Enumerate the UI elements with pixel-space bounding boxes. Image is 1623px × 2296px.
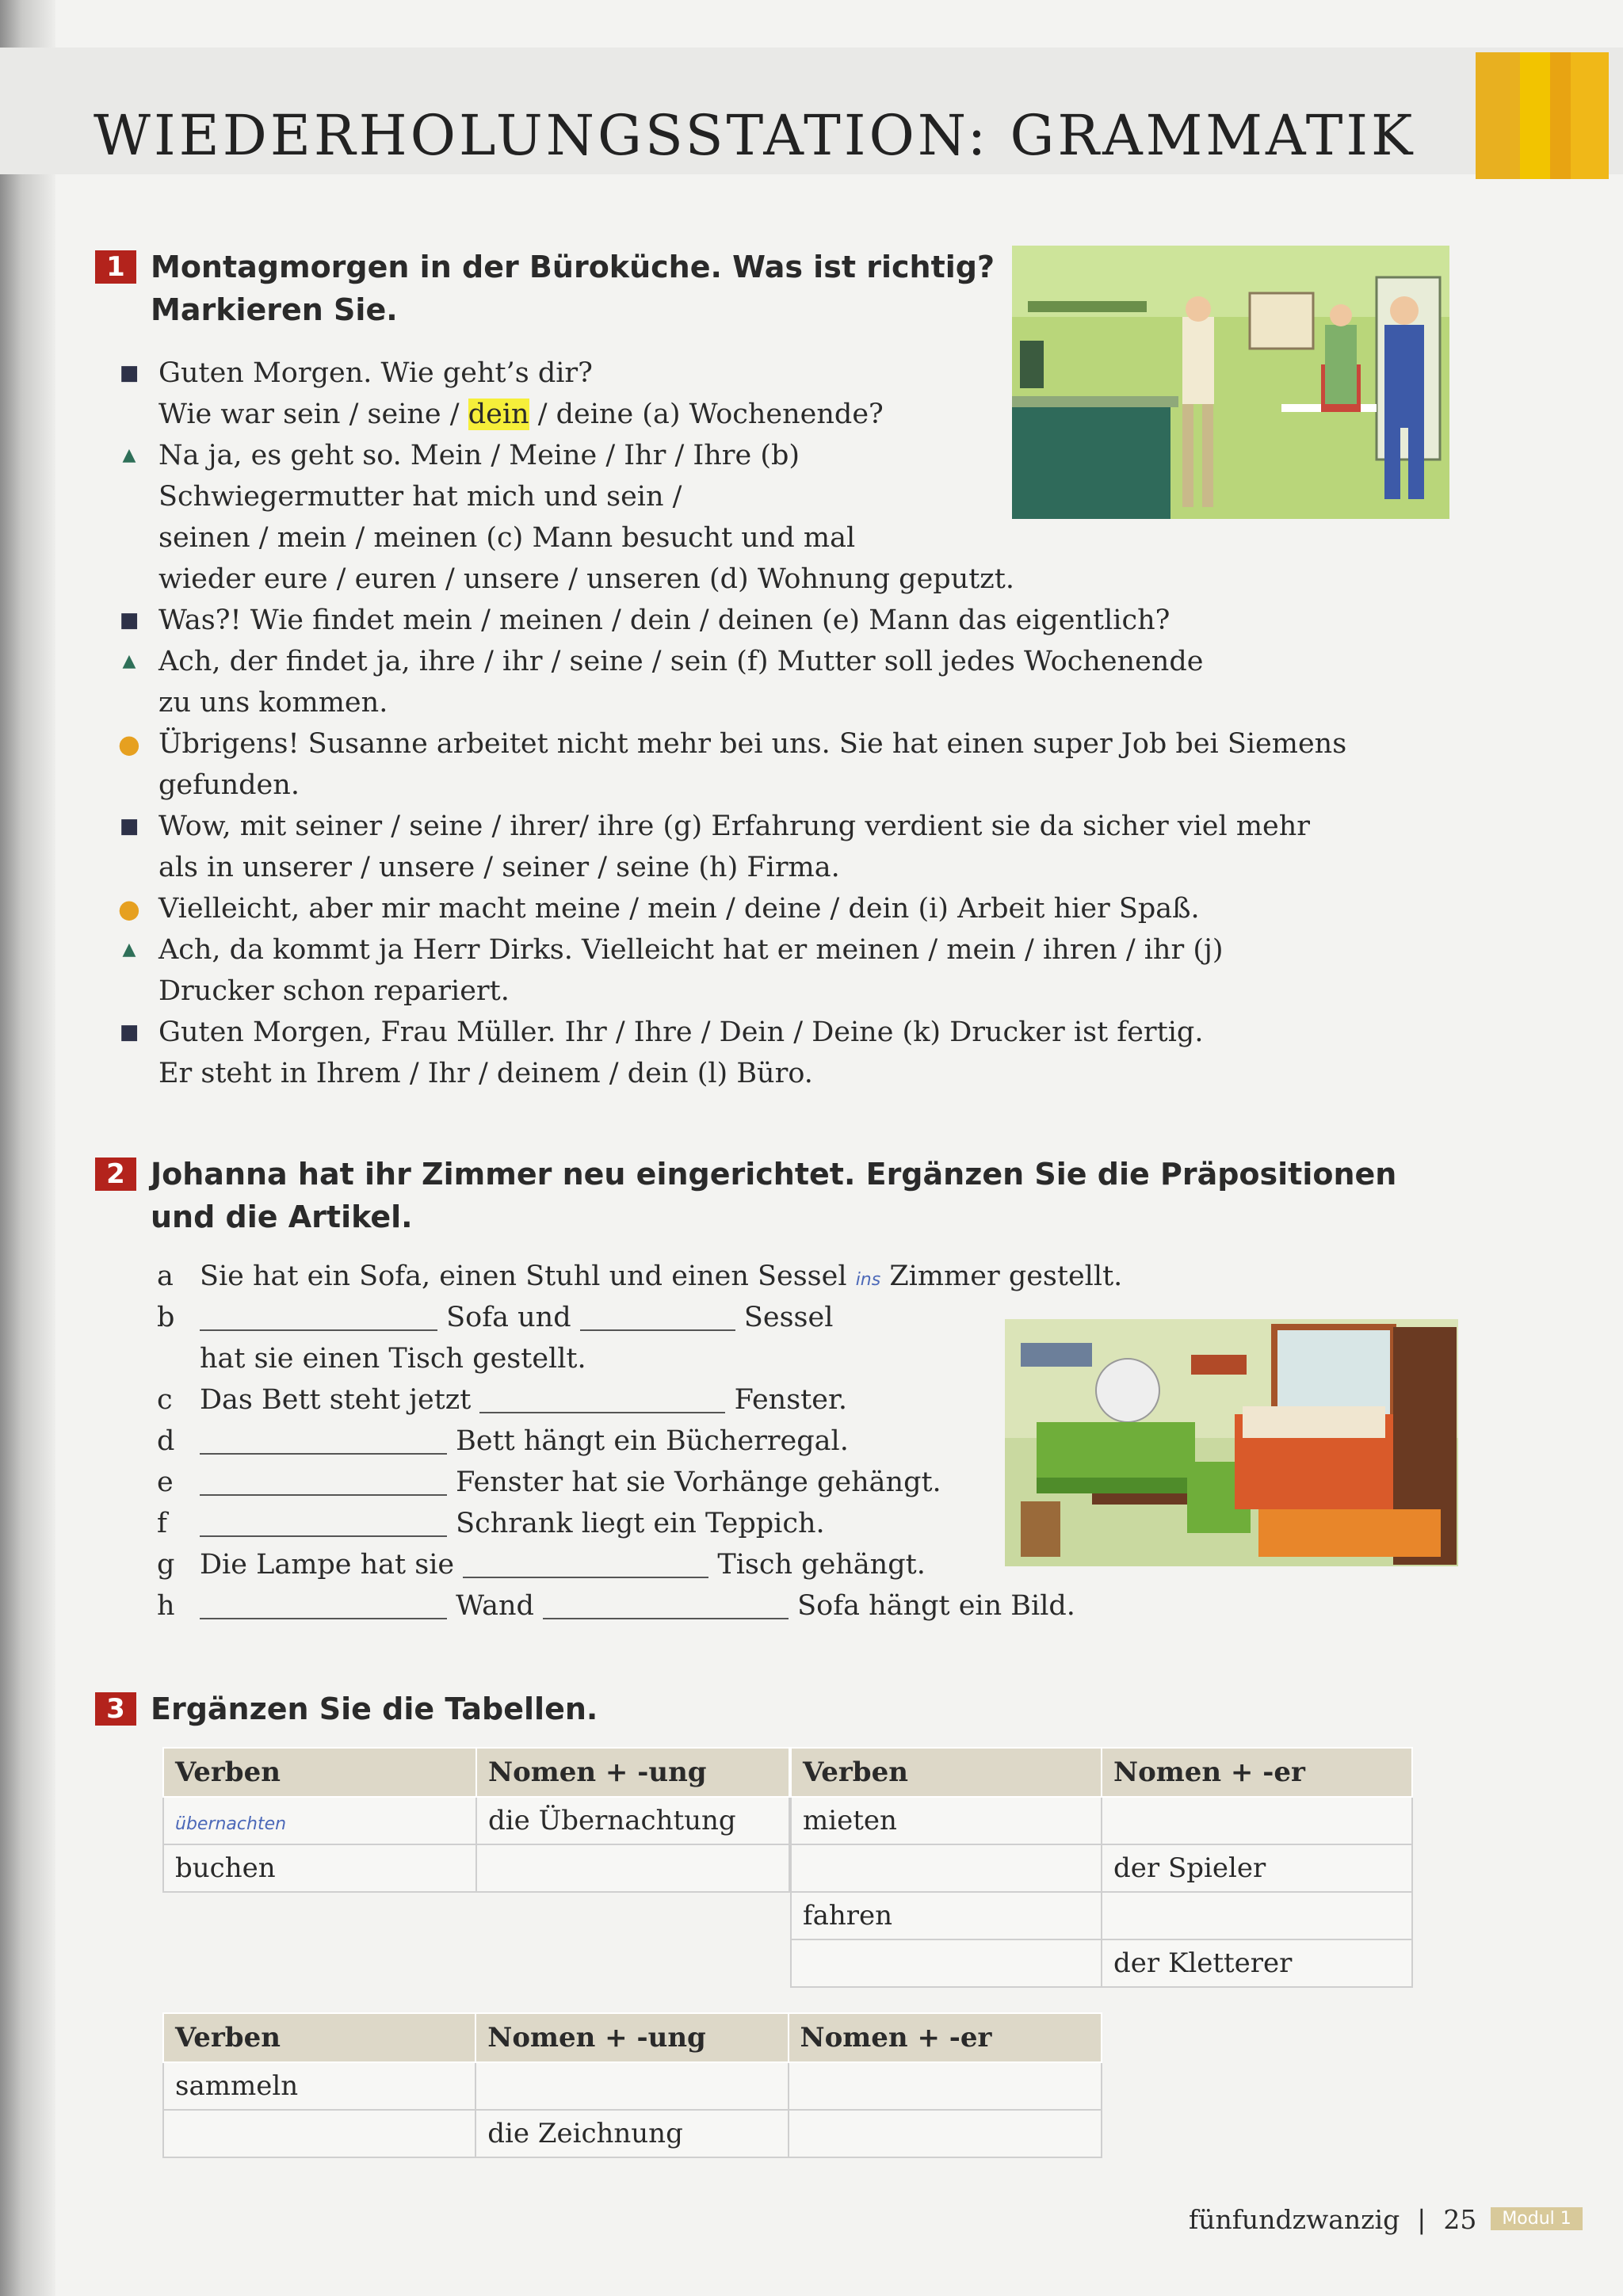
header-stripe — [1520, 52, 1550, 179]
triangle-bullet-icon: ▲ — [122, 940, 136, 959]
square-bullet-icon: ■ — [119, 361, 139, 385]
dialogue-line: ▲ Ach, der findet ja, ihre / ihr / seine / sein (f) Mutter soll jedes Wochenende — [158, 641, 1395, 682]
handwritten-answer: übernachten — [175, 1814, 287, 1834]
table-row — [791, 1844, 1412, 1892]
module-tag: Modul 1 — [1491, 2207, 1582, 2230]
column-header: Verben — [163, 2013, 475, 2062]
page-footer — [1189, 2204, 1583, 2235]
answer-blank[interactable] — [479, 1386, 725, 1413]
table-cell[interactable] — [476, 1844, 789, 1892]
highlighted-answer: dein — [468, 399, 529, 430]
exercise-number: 2 — [95, 1158, 136, 1191]
footer-separator: | — [1417, 2204, 1426, 2235]
square-bullet-icon: ■ — [119, 608, 139, 632]
column-header: Nomen + -ung — [475, 2013, 788, 2062]
table-cell[interactable] — [791, 1939, 1102, 1987]
header-stripe — [1571, 52, 1609, 179]
dialogue-line: Wie war sein / seine / dein / deine (a) Wochenende? — [158, 399, 884, 430]
page-binding-shadow — [0, 0, 55, 2296]
table-row — [163, 2110, 1102, 2157]
column-header: Nomen + -ung — [476, 1748, 789, 1797]
table-cell[interactable]: der Spieler — [1102, 1844, 1412, 1892]
table-cell[interactable]: mieten — [791, 1797, 1102, 1844]
table-cell[interactable] — [789, 2062, 1102, 2110]
table-row — [791, 1939, 1412, 1987]
table-cell[interactable]: die Zeichnung — [475, 2110, 788, 2157]
dialogue-line: gefunden. — [158, 769, 300, 801]
square-bullet-icon: ■ — [119, 1020, 139, 1044]
column-header: Nomen + -er — [1102, 1748, 1412, 1797]
answer-blank[interactable] — [200, 1304, 437, 1331]
table-cell[interactable]: buchen — [163, 1844, 476, 1892]
answer-blank[interactable] — [200, 1428, 447, 1455]
page-number: 25 — [1443, 2204, 1477, 2235]
exercise-3-heading — [95, 1688, 598, 1730]
dialogue-line: wieder eure / euren / unsere / unseren (d) Wohnung geputzt. — [158, 563, 1014, 595]
page-number-word: fünfundzwanzig — [1189, 2204, 1400, 2235]
exercise-1-dialogue — [118, 353, 1395, 1094]
dialogue-line: Schwiegermutter hat mich und sein / — [158, 481, 682, 513]
table-cell[interactable] — [163, 1797, 476, 1844]
table-row — [163, 2062, 1102, 2110]
table-row — [791, 1797, 1412, 1844]
table-cell[interactable] — [1102, 1797, 1412, 1844]
dialogue-line: ● Vielleicht, aber mir macht meine / mein / deine / dein (i) Arbeit hier Spaß. — [158, 888, 1395, 929]
exercise-2-heading — [95, 1153, 1396, 1238]
exercise-title: Montagmorgen in der Büroküche. Was ist richtig? — [151, 250, 995, 284]
header-stripe — [1550, 52, 1571, 179]
exercise-title: und die Artikel. — [151, 1199, 413, 1234]
table-cell[interactable]: der Kletterer — [1102, 1939, 1412, 1987]
dialogue-line: ▲ Na ja, es geht so. Mein / Meine / Ihr / Ihre (b) — [158, 435, 1395, 476]
dialogue-line: ■ Was?! Wie findet mein / meinen / dein / deinen (e) Mann das eigentlich? — [158, 600, 1395, 641]
handwritten-answer: ins — [855, 1270, 881, 1290]
dialogue-line: als in unserer / unsere / seiner / seine (h) Firma. — [158, 852, 840, 883]
exercise-title: Johanna hat ihr Zimmer neu eingerichtet. Ergänzen Sie die Präpositionen — [151, 1157, 1397, 1192]
answer-blank[interactable] — [200, 1592, 447, 1619]
dialogue-line: Drucker schon repariert. — [158, 975, 510, 1007]
table-cell[interactable] — [789, 2110, 1102, 2157]
bedroom-illustration — [1005, 1319, 1458, 1566]
table-cell[interactable] — [475, 2062, 788, 2110]
table-row — [163, 1844, 789, 1892]
table-cell[interactable] — [1102, 1892, 1412, 1939]
answer-blank[interactable] — [463, 1551, 708, 1578]
square-bullet-icon: ■ — [119, 814, 139, 838]
table-cell[interactable] — [791, 1844, 1102, 1892]
column-header: Verben — [791, 1748, 1102, 1797]
table-verb-er — [790, 1747, 1413, 1988]
answer-blank[interactable] — [200, 1469, 447, 1496]
table-verb-ung-er — [162, 2012, 1102, 2158]
exercise-number: 1 — [95, 250, 136, 284]
answer-blank[interactable] — [200, 1510, 447, 1537]
exercise-title: Markieren Sie. — [151, 292, 398, 327]
table-row — [163, 1797, 789, 1844]
exercise-number: 3 — [95, 1692, 136, 1726]
page-title: WIEDERHOLUNGSSTATION: GRAMMATIK — [94, 103, 1416, 168]
exercise-1-heading — [95, 246, 995, 331]
dot-bullet-icon: ● — [118, 729, 140, 759]
column-header: Nomen + -er — [789, 2013, 1102, 2062]
table-cell[interactable]: fahren — [791, 1892, 1102, 1939]
table-cell[interactable] — [163, 2110, 475, 2157]
dialogue-line: seinen / mein / meinen (c) Mann besucht und mal — [158, 522, 856, 554]
dialogue-line: ■ Guten Morgen, Frau Müller. Ihr / Ihre / Dein / Deine (k) Drucker ist fertig. — [158, 1012, 1395, 1053]
triangle-bullet-icon: ▲ — [122, 445, 136, 465]
answer-blank[interactable] — [543, 1592, 789, 1619]
answer-blank[interactable] — [580, 1304, 735, 1331]
column-header: Verben — [163, 1748, 476, 1797]
dialogue-line: ▲ Ach, da kommt ja Herr Dirks. Vielleicht hat er meinen / mein / ihren / ihr (j) — [158, 929, 1395, 971]
exercise-title: Ergänzen Sie die Tabellen. — [151, 1691, 598, 1726]
dialogue-line: ■ Guten Morgen. Wie geht’s dir? — [158, 353, 1395, 394]
dialogue-line: Er steht in Ihrem / Ihr / deinem / dein (l) Büro. — [158, 1058, 813, 1089]
dot-bullet-icon: ● — [118, 894, 140, 924]
table-row — [791, 1892, 1412, 1939]
header-stripe — [1476, 52, 1520, 179]
triangle-bullet-icon: ▲ — [122, 651, 136, 671]
dialogue-line: ● Übrigens! Susanne arbeitet nicht mehr bei uns. Sie hat einen super Job bei Siemens — [158, 723, 1395, 765]
dialogue-line: ■ Wow, mit seiner / seine / ihrer/ ihre (g) Erfahrung verdient sie da sicher viel mehr — [158, 806, 1395, 847]
table-cell[interactable]: sammeln — [163, 2062, 475, 2110]
table-cell[interactable]: die Übernachtung — [476, 1797, 789, 1844]
table-verb-ung — [162, 1747, 790, 1893]
dialogue-line: zu uns kommen. — [158, 687, 388, 719]
